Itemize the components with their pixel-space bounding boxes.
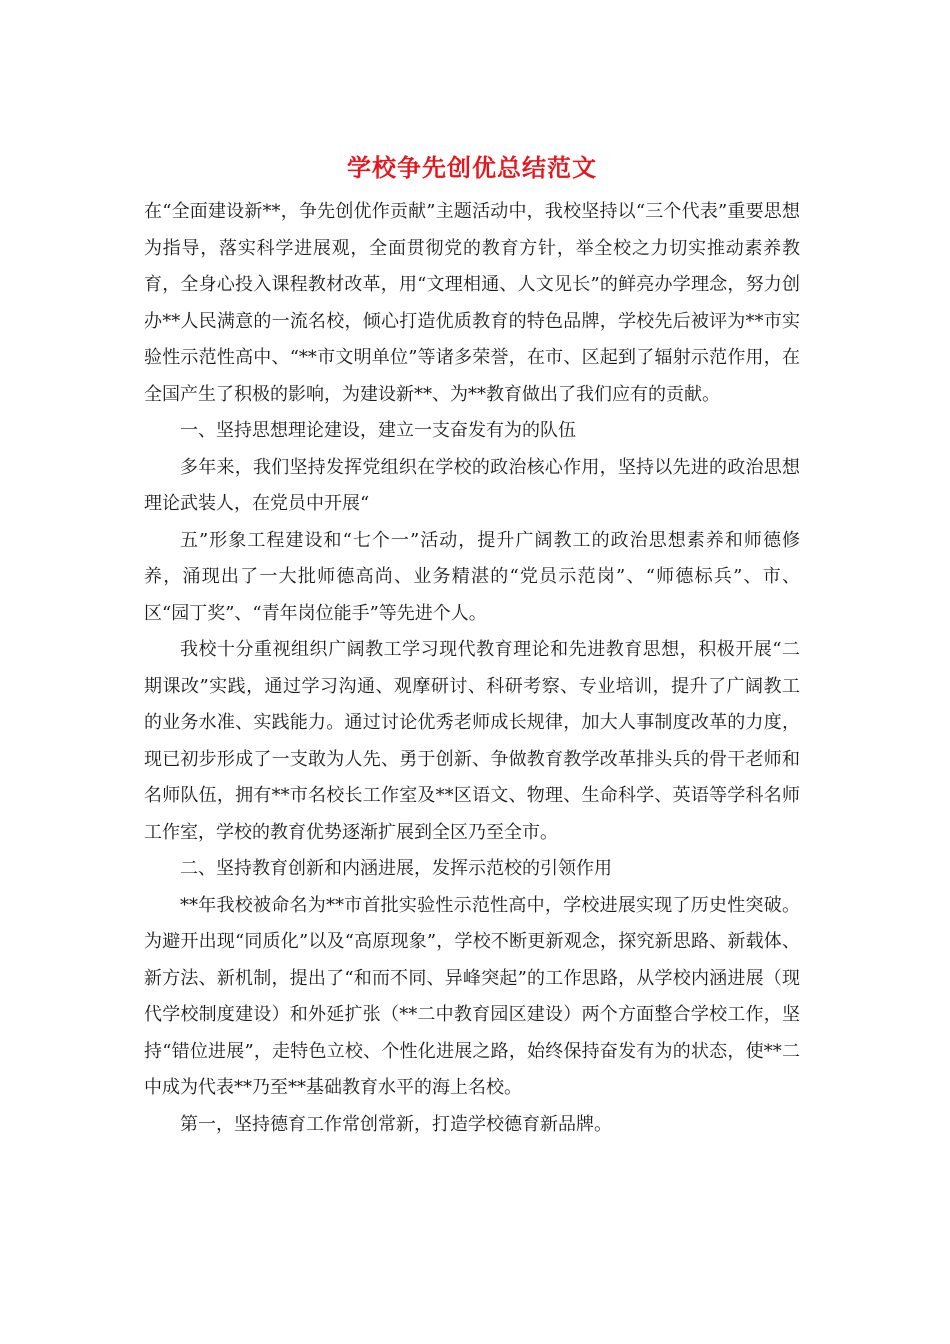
section-heading-1: 一、坚持思想理论建设，建立一支奋发有为的队伍 bbox=[180, 420, 576, 441]
paragraph: 我校十分重视组织广阔教工学习现代教育理论和先进教育思想，积极开展“二期课改”实践，通过学习沟通、观摩研讨、科研考察、专业培训，提升了广阔教工的业务水准、实践能力。通过讨论优秀老师成长规律，加大人事制度改革的力度，现已初步形成了一支敢为人先、勇于创新、争做教育教学改革排头兵的骨干老师和名师队伍，拥有**市名校长工作室及**区语文、物理、生命科学、英语等学科名师工作室，学校的教育优势逐渐扩展到全区乃至全市。 bbox=[144, 639, 800, 843]
document-body bbox=[144, 194, 800, 1143]
document-title: 学校争先创优总结范文 bbox=[347, 153, 597, 182]
paragraph: 五”形象工程建设和“七个一”活动，提升广阔教工的政治思想素养和师德修养，涌现出了一大批师德高尚、业务精湛的“党员示范岗”、“师德标兵”、市、区“园丁奖”、“青年岗位能手”等先进个人。 bbox=[144, 529, 800, 624]
subsection-heading: 第一，坚持德育工作常创常新，打造学校德育新品牌。 bbox=[180, 1113, 612, 1135]
paragraph: **年我校被命名为**市首批实验性示范性高中，学校进展实现了历史性突破。为避开出现“同质化”以及“高原现象”，学校不断更新观念，探究新思路、新载体、新方法、新机制，提出了“和而不同、异峰突起”的工作思路，从学校内涵进展（现代学校制度建设）和外延扩张（**二中教育园区建设）两个方面整合学校工作，坚持“错位进展”，走特色立校、个性化进展之路，始终保持奋发有为的状态，使**二中成为代表**乃至**基础教育水平的海上名校。 bbox=[144, 894, 800, 1098]
paragraph: 多年来，我们坚持发挥党组织在学校的政治核心作用，坚持以先进的政治思想理论武装人，在党员中开展“ bbox=[144, 456, 800, 514]
section-heading-2: 二、坚持教育创新和内涵进展，发挥示范校的引领作用 bbox=[180, 858, 612, 879]
paragraph-intro: 在“全面建设新**，争先创优作贡献”主题活动中，我校坚持以“三个代表”重要思想为指导，落实科学进展观，全面贯彻党的教育方针，举全校之力切实推动素养教育，全身心投入课程教材改革，用“文理相通、人文见长”的鲜亮办学理念，努力创办**人民满意的一流名校，倾心打造优质教育的特色品牌，学校先后被评为**市实验性示范性高中、“**市文明单位”等诸多荣誉，在市、区起到了辐射示范作用，在全国产生了积极的影响，为建设新**、为**教育做出了我们应有的贡献。 bbox=[144, 201, 800, 405]
